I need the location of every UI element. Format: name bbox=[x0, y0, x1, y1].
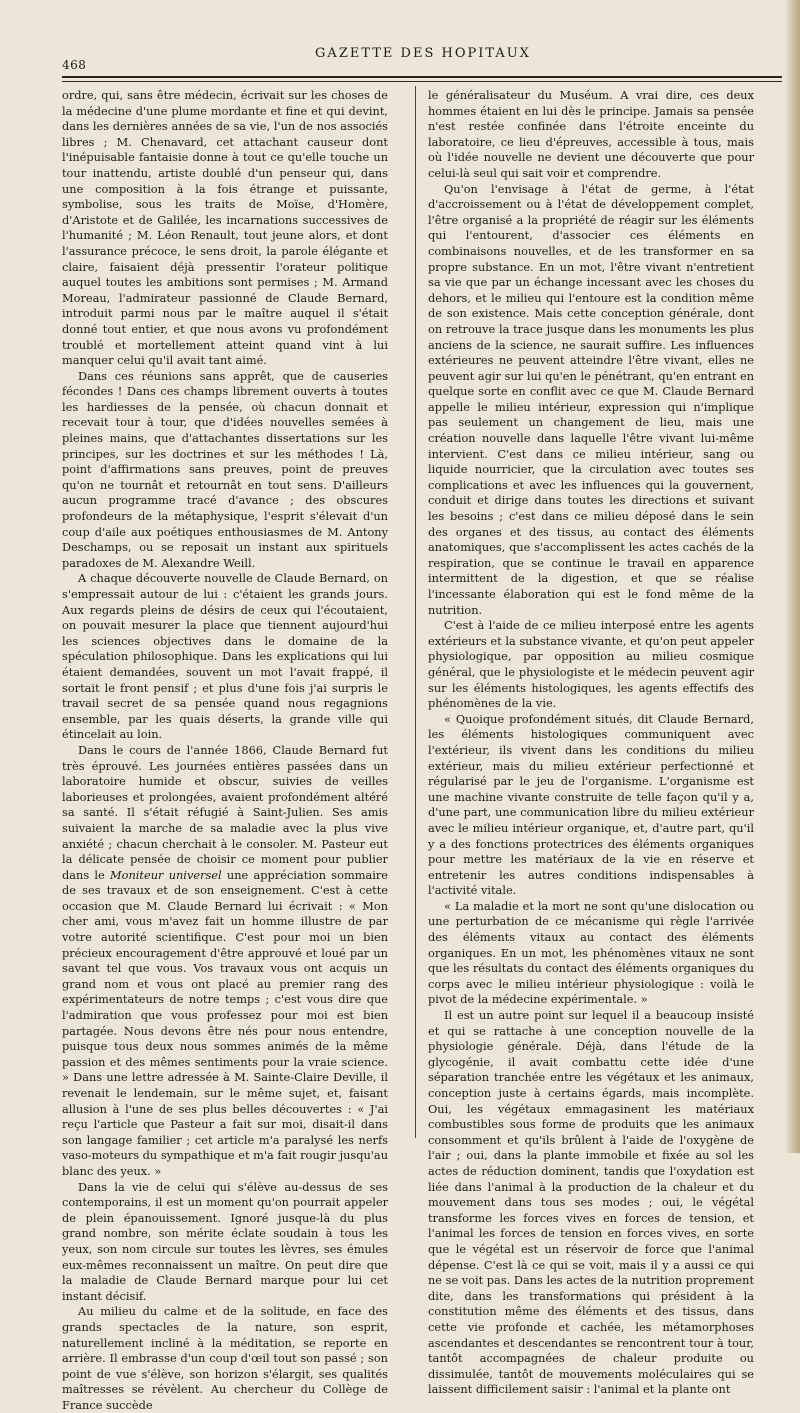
paragraph: Dans ces réunions sans apprêt, que de causeries fécondes ! Dans ces champs librement ouverts à toutes les hardiesses de la pensée, où chacun donnait et recevait tour à tour, que d'idées nouvelles semées à pleines mains, que d'attachantes dissertations sur les principes, sur les doctrines et sur les méthodes ! Là, point d'affirmations sans preuves, point de preuves qu'on ne tournât et retournât en tout sens. D'ailleurs aucun programme tracé d'avance ; des obscures profondeurs de la métaphysique, l'esprit s'élevait d'un coup d'aile aux poétiques enthousiasmes de M. Antony Deschamps, ou se reposait un instant aux spirituels paradoxes de M. Alexandre Weill. bbox=[62, 368, 388, 570]
paragraph: Dans la vie de celui qui s'élève au-dessus de ses contemporains, il est un moment qu'on pourrait appeler de plein épanouissement. Ignoré jusque-là du plus grand nombre, son mérite éclate soudain à tous les yeux, son nom circule sur toutes les lèvres, ses émules eux-mêmes reconnaissent un maître. On peut dire que la maladie de Claude Bernard marque pour lui cet instant décisif. bbox=[62, 1179, 388, 1303]
italic-title: Moniteur universel bbox=[110, 867, 222, 882]
page-header bbox=[62, 46, 784, 74]
paragraph: C'est à l'aide de ce milieu interposé entre les agents extérieurs et la substance vivante, et qu'on peut appeler physiologique, par opposition au milieu cosmique général, que le physiologiste et le médecin peuvent agir sur les éléments histologiques, les agents effectifs des phénomènes de la vie. bbox=[428, 618, 754, 711]
paragraph: Au milieu du calme et de la solitude, en face des grands spectacles de la nature, son esprit, naturellement incliné à la méditation, se reporte en arrière. Il embrasse d'un coup d'œil tout son passé ; son point de vue s'élève, son horizon s'élargit, ses qualités maîtresses se révèlent. Au chercheur du Collège de France succède bbox=[62, 1304, 388, 1412]
header-rule-thin bbox=[62, 81, 782, 82]
paragraph: ordre, qui, sans être médecin, écrivait sur les choses de la médecine d'une plume mordante et fine et qui devint, dans les dernières années de sa vie, l'un de nos associés libres ; M. Chenavard, cet attachant causeur dont l'inépuisable fantaisie donne à tout ce qu'elle touche un tour inattendu, artiste doublé d'un penseur qui, dans une composition à la fois étrange et puissante, symbolise, sous les traits de Moïse, d'Homère, d'Aristote et de Galilée, les incarnations successives de l'humanité ; M. Léon Renault, tout jeune alors, et dont l'assurance précoce, le sens droit, la parole élégante et claire, faisaient déjà pressentir l'orateur politique auquel toutes les ambitions sont permises ; M. Armand Moreau, l'admirateur passionné de Claude Bernard, introduit parmi nous par le maître auquel il s'était donné tout entier, et que nous avons vu profondément troublé et mortellement atteint quand vint à lui manquer celui qu'il avait tant aimé. bbox=[62, 88, 388, 368]
paragraph: le généralisateur du Muséum. A vrai dire, ces deux hommes étaient en lui dès le principe. Jamais sa pensée n'est restée confinée dans l'étroite enceinte du laboratoire, ce lieu d'épreuves, accessible à tous, mais où l'idée nouvelle ne devient une découverte que pour celui-là seul qui sait voir et comprendre. bbox=[428, 88, 754, 180]
header-rule bbox=[62, 76, 782, 78]
paragraph: « Quoique profondément situés, dit Claude Bernard, les éléments histologiques communiquent avec l'extérieur, ils vivent dans les conditions du milieu extérieur, mais du milieu extérieur perfectionné et régularisé par le jeu de l'organisme. L'organisme est une machine vivante construite de telle façon qu'il y a, d'une part, une communication libre du milieu extérieur avec le milieu intérieur organique, et, d'autre part, qu'il y a des fonctions protectrices des éléments organiques pour mettre les matériaux de la vie en réserve et entretenir les autres conditions indispensables à l'activité vitale. bbox=[428, 711, 754, 898]
page-edge bbox=[786, 0, 800, 1153]
paragraph: « La maladie et la mort ne sont qu'une dislocation ou une perturbation de ce mécanisme qui règle l'arrivée des éléments vitaux au contact des éléments organiques. En un mot, les phénomènes vitaux ne sont que les résultats du contact des éléments organiques du corps avec le milieu intérieur physiologique : voilà le pivot de la médecine expérimentale. » bbox=[428, 898, 754, 1007]
left-column bbox=[62, 88, 388, 1412]
column-divider bbox=[415, 86, 416, 1138]
paragraph: Il est un autre point sur lequel il a beaucoup insisté et qui se rattache à une conception nouvelle de la physiologie générale. Déjà, dans l'étude de la glycogénie, il avait combattu cette idée d'une séparation tranchée entre les végétaux et les animaux, conception juste à certains égards, mais incomplète. Oui, les végétaux emmagasinent les matériaux combustibles sous forme de produits que les animaux consomment et qu'ils brûlent à l'aide de l'oxygène de l'air ; oui, dans la plante immobile et fixée au sol les actes de réduction dominent, tandis que l'oxydation est liée dans l'animal à la production de la chaleur et du mouvement dans tous ses modes ; oui, le végétal transforme les forces vives en forces de tension, et l'animal les forces de tension en forces vives, en sorte que le végétal est un réservoir de force que l'animal dépense. C'est là ce qui se voit, mais il y a aussi ce qui ne se voit pas. Dans les actes de la nutrition proprement dite, dans les transformations qui président à la constitution même des éléments et des tissus, dans cette vie profonde et cachée, les métamorphoses ascendantes et descendantes se rencontrent tour à tour, tantôt accompagnées de chaleur produite ou dissimulée, tantôt de mouvements moléculaires qui se laissent difficilement saisir : l'animal et la plante ont bbox=[428, 1008, 754, 1397]
right-column bbox=[428, 88, 754, 1397]
running-title: GAZETTE DES HOPITAUX bbox=[315, 46, 531, 61]
page-number: 468 bbox=[62, 58, 87, 72]
paragraph: Dans le cours de l'année 1866, Claude Bernard fut très éprouvé. Les journées entières passées dans un laboratoire humide et obscur, suivies de veilles laborieuses et prolongées, avaient profondément altéré sa santé. Il s'était réfugié à Saint-Julien. Ses amis suivaient la marche de sa maladie avec la plus vive anxiété ; chacun cherchait à le consoler. M. Pasteur eut la délicate pensée de choisir ce moment pour publier dans le Moniteur universel une appréciation sommaire de ses travaux et de son enseignement. C'est à cette occasion que M. Claude Bernard lui écrivait : « Mon cher ami, vous m'avez fait un homme illustre de par votre autorité scientifique. C'est pour moi un bien précieux encouragement d'être approuvé et loué par un savant tel que vous. Vos travaux vous ont acquis un grand nom et vous ont placé au premier rang des expérimentateurs de notre temps ; c'est vous dire que l'admiration que vous professez pour moi est bien partagée. Nous devons être nés pour nous entendre, puisque tous deux nous sommes animés de la même passion et des mêmes sentiments pour la vraie science. » Dans une lettre adressée à M. Sainte-Claire Deville, il revenait le lendemain, sur le même sujet, et, faisant allusion à l'une de ses plus belles découvertes : « J'ai reçu l'article que Pasteur a fait sur moi, disait-il dans son langage familier ; cet article m'a paralysé les nerfs vaso-moteurs du sympathique et m'a fait rougir jusqu'au blanc des yeux. » bbox=[62, 742, 388, 1178]
paragraph: Qu'on l'envisage à l'état de germe, à l'état d'accroissement ou à l'état de développement complet, l'être organisé a la propriété de réagir sur les éléments qui l'entourent, d'associer ces éléments en combinaisons nouvelles, et de les transformer en sa propre substance. En un mot, l'être vivant n'entretient sa vie que par un échange incessant avec les choses du dehors, et le milieu qui l'entoure est la condition même de son existence. Mais cette conception générale, dont on retrouve la trace jusque dans les monuments les plus anciens de la science, ne saurait suffire. Les influences extérieures ne peuvent atteindre l'être vivant, elles ne peuvent agir sur lui qu'en le pénétrant, qu'en entrant en quelque sorte en conflit avec ce que M. Claude Bernard appelle le milieu intérieur, expression qui n'implique pas seulement un changement de lieu, mais une création nouvelle dans laquelle l'être vivant lui-même intervient. C'est dans ce milieu intérieur, sang ou liquide nourricier, que la circulation avec toutes ses complications et avec les influences qui la gouvernent, conduit et dirige dans toutes les directions et suivant les besoins ; c'est dans ce milieu déposé dans le sein des organes et des tissus, au contact des éléments anatomiques, que s'accomplissent les actes cachés de la respiration, que se continue le travail en apparence intermittent de la digestion, et que se réalise l'incessante élaboration qui est le fond même de la nutrition. bbox=[428, 181, 754, 617]
paragraph: A chaque découverte nouvelle de Claude Bernard, on s'empressait autour de lui : c'étaient les grands jours. Aux regards pleins de désirs de ceux qui l'écoutaient, on pouvait mesurer la place que tiennent aujourd'hui les sciences objectives dans le domaine de la spéculation philosophique. Dans les explications qui lui étaient demandées, souvent un mot l'avait frappé, il sortait le front pensif ; et plus d'une fois j'ai surpris le travail secret de sa pensée quand nous regagnions ensemble, par les quais déserts, la grande ville qui étincelait au loin. bbox=[62, 571, 388, 742]
